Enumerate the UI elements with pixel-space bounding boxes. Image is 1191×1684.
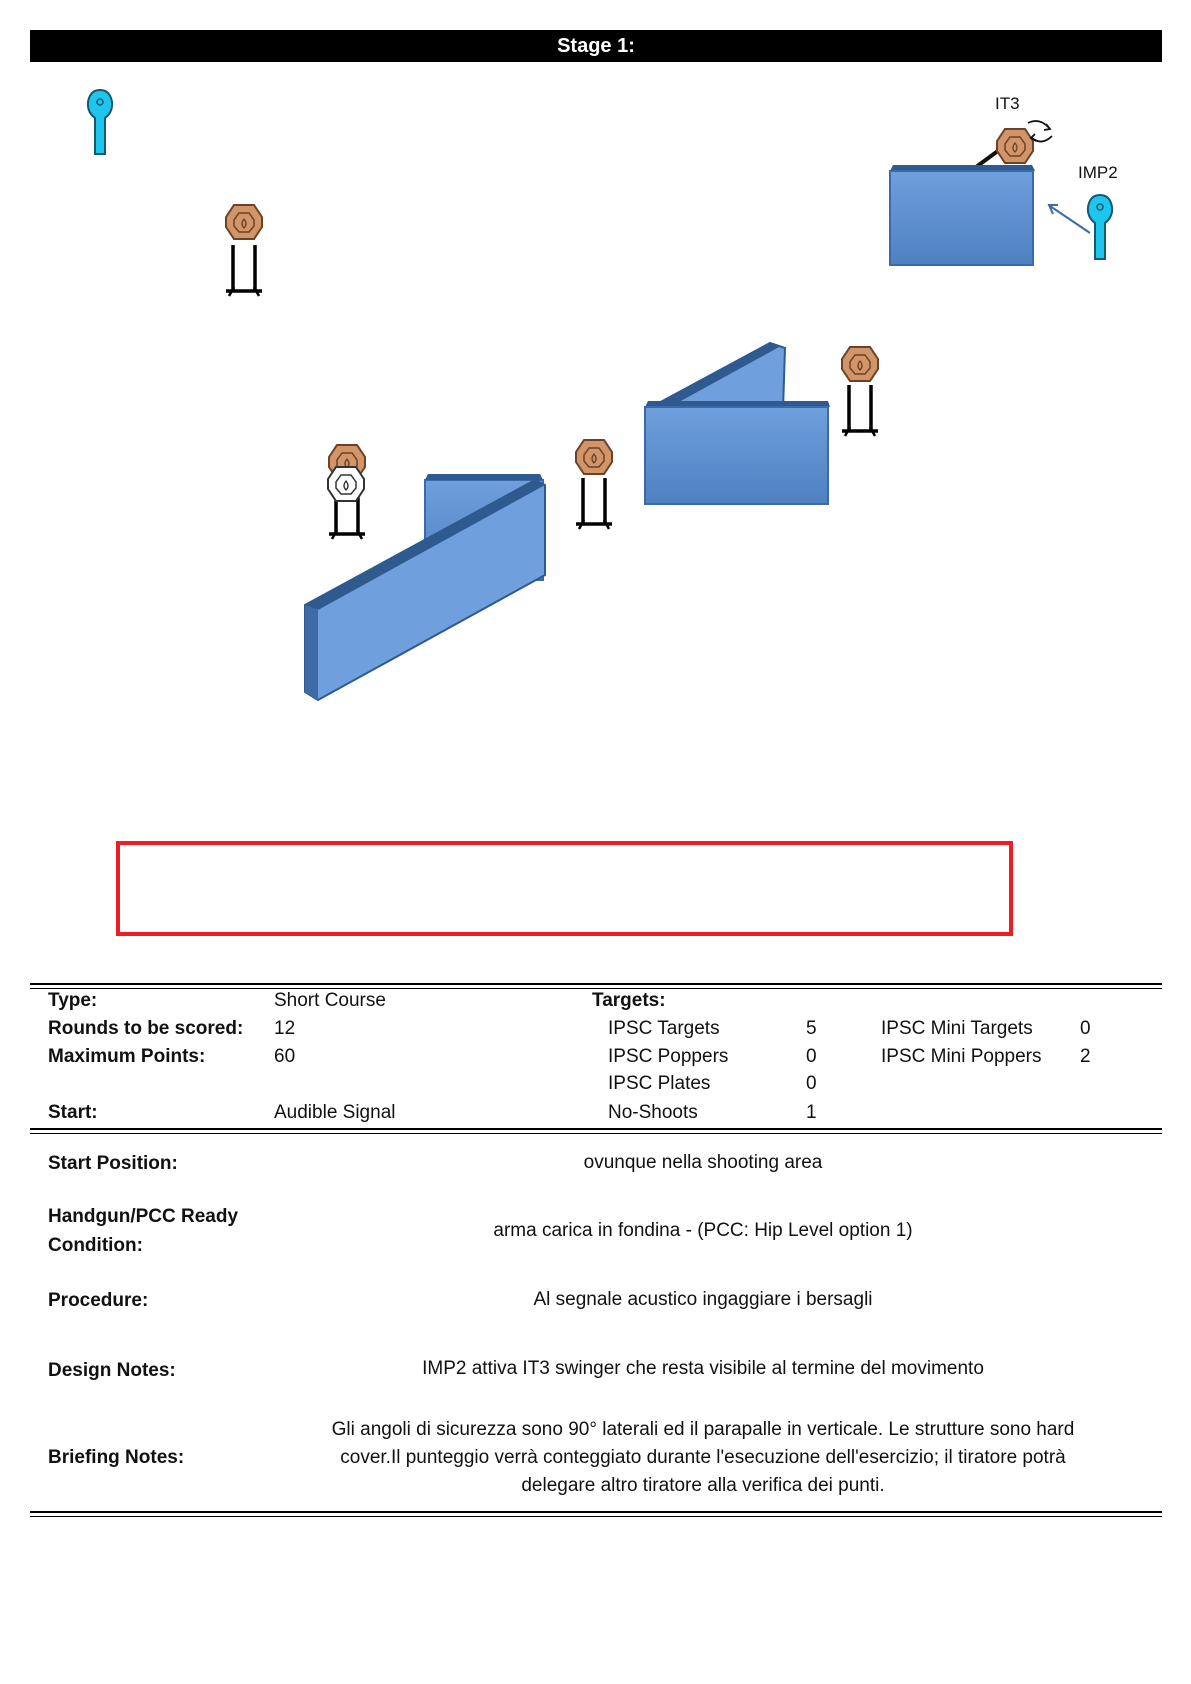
target-type-label: No-Shoots xyxy=(608,1102,698,1123)
procedure-label: Procedure: xyxy=(48,1290,149,1311)
mini-popper-count: 2 xyxy=(1080,1046,1091,1067)
start-value: Audible Signal xyxy=(274,1102,396,1123)
mini-target-label: IPSC Mini Targets xyxy=(881,1018,1033,1039)
rounds-label: Rounds to be scored: xyxy=(48,1018,244,1039)
label-imp2: IMP2 xyxy=(1078,163,1118,182)
wall-center-right xyxy=(645,343,830,504)
points-value: 60 xyxy=(274,1046,296,1067)
start-position-value: ovunque nella shooting area xyxy=(583,1152,823,1173)
design-notes-value: IMP2 attiva IT3 swinger che resta visibile al termine del movimento xyxy=(422,1358,984,1379)
activation-arrow xyxy=(1049,205,1090,233)
target-type-label: IPSC Targets xyxy=(608,1018,720,1039)
ready-condition-label: Handgun/PCC Ready xyxy=(48,1206,239,1227)
briefing-notes-line: Gli angoli di sicurezza sono 90° laterali ed il parapalle in verticale. Le strutture sono hard xyxy=(331,1419,1075,1440)
ipsc-target-1 xyxy=(226,205,262,296)
label-it3: IT3 xyxy=(995,94,1020,113)
ready-condition-value: arma carica in fondina - (PCC: Hip Level option 1) xyxy=(493,1220,913,1241)
target-type-label: IPSC Plates xyxy=(608,1073,711,1094)
briefing-notes-line: cover.Il punteggio verrà conteggiato durante l'esecuzione dell'esercizio; il tiratore potrà xyxy=(340,1447,1066,1468)
swing-arrows-icon xyxy=(1028,121,1052,142)
type-label: Type: xyxy=(48,990,98,1011)
procedure-value: Al segnale acustico ingaggiare i bersagli xyxy=(533,1289,873,1310)
wall-left xyxy=(305,474,545,700)
wall-right-top xyxy=(890,165,1035,265)
briefing-notes-line: delegare altro tiratore alla verifica dei punti. xyxy=(521,1475,885,1496)
start-position-label: Start Position: xyxy=(48,1153,178,1174)
mini-popper-imp2 xyxy=(1088,195,1112,259)
target-type-count: 0 xyxy=(806,1073,817,1094)
points-label: Maximum Points: xyxy=(48,1046,206,1067)
ready-condition-label-2: Condition: xyxy=(48,1235,143,1256)
type-value: Short Course xyxy=(274,990,386,1011)
stage-title: Stage 1: xyxy=(30,30,1162,62)
ipsc-target-2 xyxy=(576,440,612,529)
mini-popper-label: IPSC Mini Poppers xyxy=(881,1046,1042,1067)
target-type-count: 0 xyxy=(806,1046,817,1067)
mini-popper-left xyxy=(88,90,112,154)
ipsc-target-3 xyxy=(842,347,878,436)
design-notes-label: Design Notes: xyxy=(48,1360,176,1381)
swinger-target-it3 xyxy=(997,129,1033,163)
mini-target-count: 0 xyxy=(1080,1018,1091,1039)
target-type-label: IPSC Poppers xyxy=(608,1046,729,1067)
stage-diagram xyxy=(0,62,1191,962)
no-shoot-target xyxy=(328,467,364,501)
shooting-area xyxy=(118,843,1011,934)
target-type-count: 5 xyxy=(806,1018,817,1039)
start-label: Start: xyxy=(48,1102,98,1123)
target-type-count: 1 xyxy=(806,1102,817,1123)
rounds-value: 12 xyxy=(274,1018,296,1039)
targets-label: Targets: xyxy=(592,990,666,1011)
briefing-notes-label: Briefing Notes: xyxy=(48,1447,185,1468)
